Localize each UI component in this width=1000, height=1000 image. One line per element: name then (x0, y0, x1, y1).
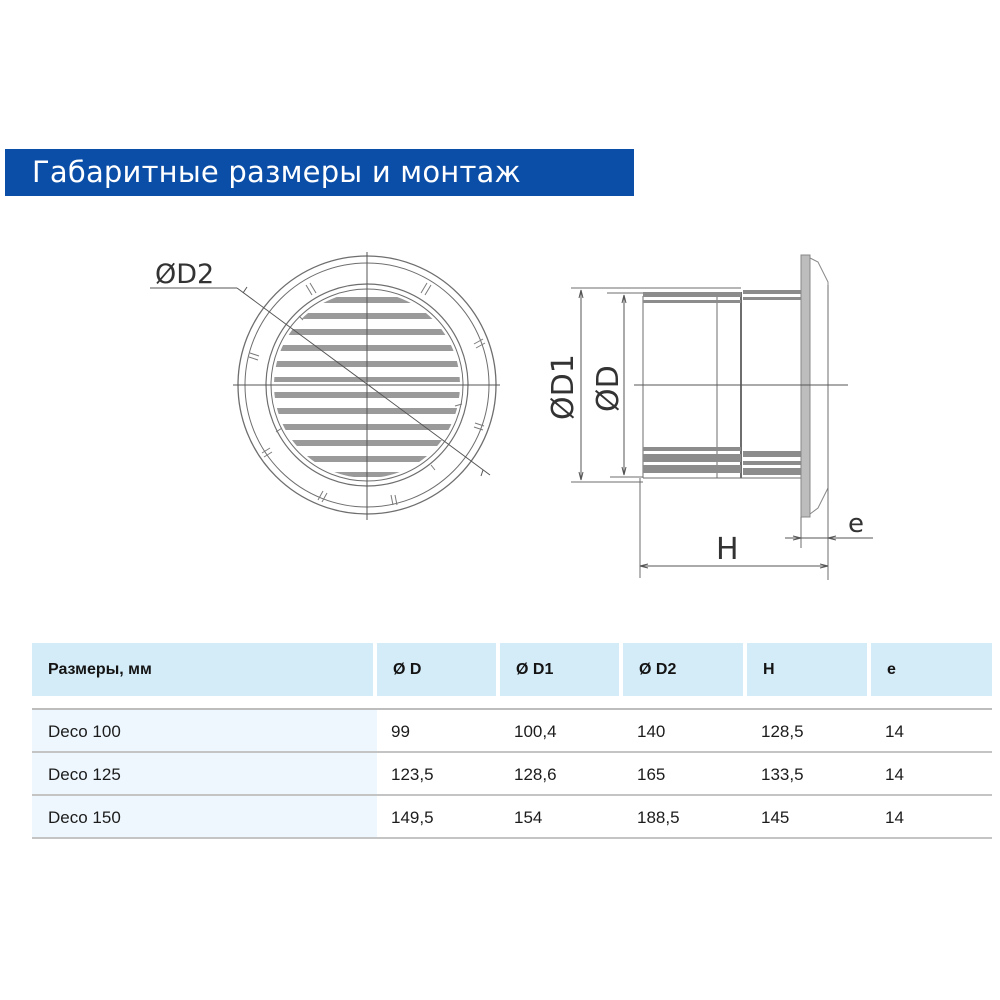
dimensions-table (32, 643, 992, 827)
cell-d2: 165 (637, 765, 666, 784)
label-d2: ØD2 (155, 259, 215, 290)
table-header-row (32, 643, 992, 696)
section-title: Габаритные размеры и монтаж (32, 155, 521, 189)
cell-model: Deco 150 (32, 796, 377, 838)
cell-model: Deco 100 (32, 710, 377, 752)
column-header-model: Размеры, мм (32, 643, 373, 696)
cell-h: 133,5 (761, 765, 804, 784)
label-e: e (848, 509, 864, 539)
column-header-d1: Ø D1 (500, 643, 619, 696)
cell-d1: 100,4 (514, 722, 557, 741)
table-row (32, 710, 992, 752)
label-d1: ØD1 (546, 354, 581, 420)
cell-d: 99 (391, 722, 410, 741)
cell-d1: 128,6 (514, 765, 557, 784)
table-row (32, 753, 992, 795)
column-header-d: Ø D (377, 643, 496, 696)
cell-d: 123,5 (391, 765, 434, 784)
cell-h: 145 (761, 808, 790, 827)
cell-d2: 140 (637, 722, 666, 741)
cell-d2: 188,5 (637, 808, 680, 827)
cell-e: 14 (885, 722, 904, 741)
cell-d1: 154 (514, 808, 543, 827)
cell-d: 149,5 (391, 808, 434, 827)
cell-e: 14 (885, 765, 904, 784)
cell-e: 14 (885, 808, 904, 827)
cell-h: 128,5 (761, 722, 804, 741)
grille-slats (270, 297, 470, 477)
row-divider (32, 837, 992, 839)
label-d: ØD (591, 365, 626, 412)
table-row (32, 796, 992, 838)
column-header-d2: Ø D2 (623, 643, 743, 696)
column-header-e: e (871, 643, 992, 696)
column-header-h: H (747, 643, 867, 696)
front-view (150, 252, 500, 520)
label-h: H (716, 532, 739, 567)
cell-model: Deco 125 (32, 753, 377, 795)
